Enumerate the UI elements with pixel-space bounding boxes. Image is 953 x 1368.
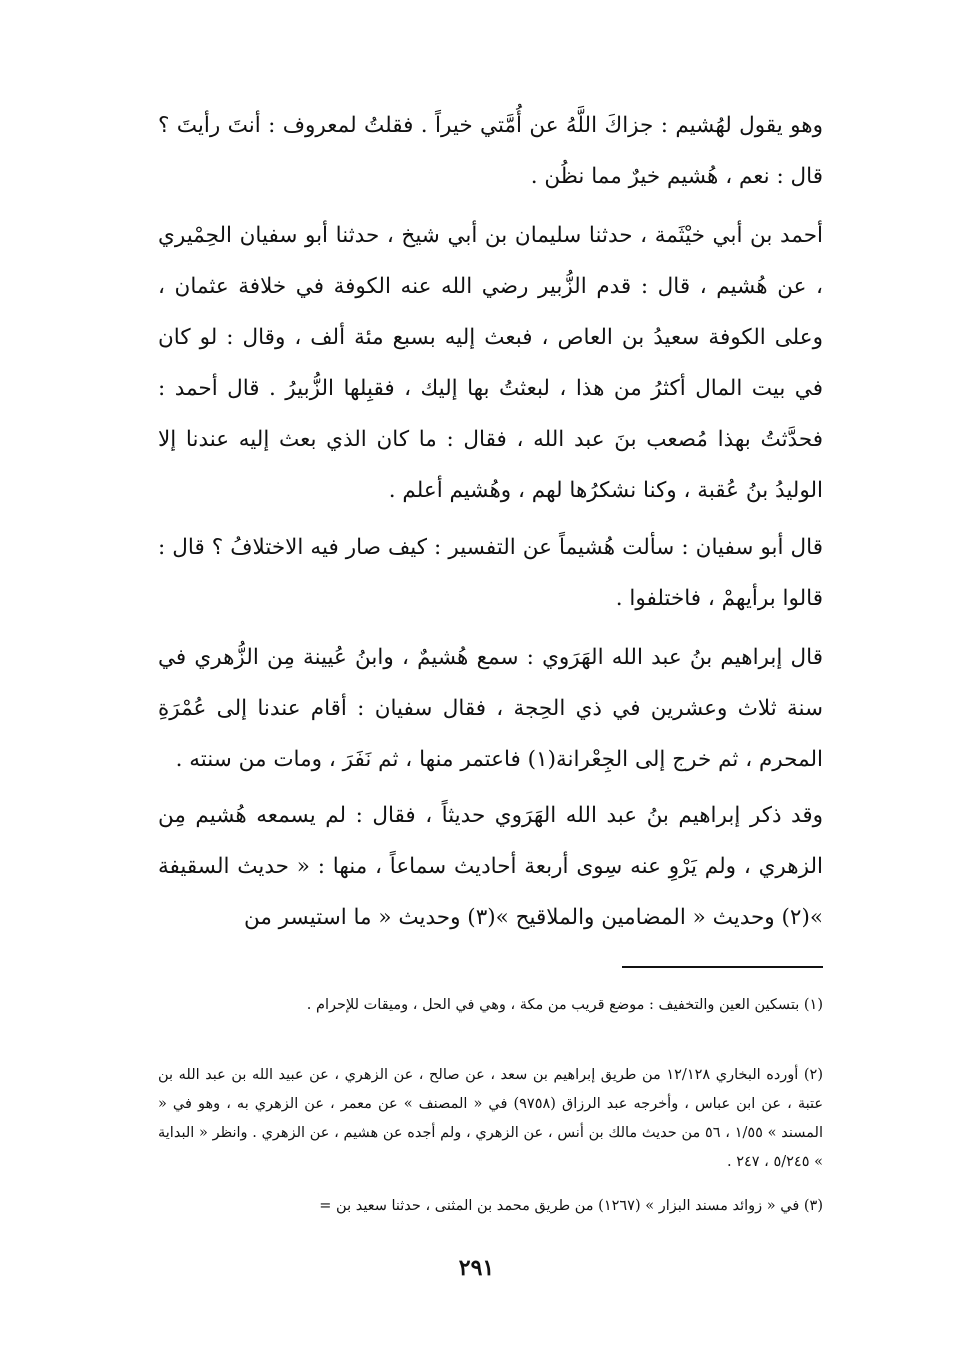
footnote-text: (٢) أورده البخاري ١٢/١٢٨ من طريق إبراهيم بن سعد ، عن صالح ، عن الزهري ، عن عبيد الله بن عبد الله بن عتبة ، عن ابن عباس ، وأخرجه عبد الرزاق (٩٧٥٨) في « المصنف » عن معمر ، عن الزهري به ، وهو في « المسند » ١/٥٥ ، ٥٦ من حديث مالك بن أنس ، عن الزهري ، ولم أجده عن هشيم ، عن الزهري . وانظر « البداية » ٥/٢٤٥ ، ٢٤٧ . xyxy=(158,1067,824,1170)
paragraph xyxy=(158,210,823,516)
page-number: ٢٩١ xyxy=(458,1255,495,1281)
paragraph-text: أحمد بن أبي خيْثَمة ، حدثنا سليمان بن أبي شيخ ، حدثنا أبو سفيان الحِمْيري ، عن هُشيم ، قال : قدم الزُّبير رضي الله عنه الكوفة في خلافة عثمان ، وعلى الكوفة سعيدُ بن العاص ، فبعث إليه بسبع مئة ألف ، وقال : لو كان في بيت المال أكثرُ من هذا ، لبعثتُ بها إليك ، فقبِلها الزُّبيرُ . قال أحمد : فحدَّثتُ بهذا مُصعب بنَ عبد الله ، فقال : ما كان الذي بعث إليه عندنا إلا الوليدُ بنُ عُقبة ، وكنا نشكرُها لهم ، وهُشيم أعلم . xyxy=(158,223,823,503)
paragraph xyxy=(158,100,823,202)
paragraph-text: قال إبراهيم بنُ عبد الله الهَرَوي : سمع هُشيمٌ ، وابنُ عُيينة مِن الزُّهري في سنة ثلاث وعشرين في ذي الحِجة ، فقال سفيان : أقام عندنا إلى عُمْرَةِ المحرم ، ثم خرج إلى الجِعْرانة(١) فاعتمر منها ، ثم نَفَرَ ، ومات من سنته . xyxy=(158,645,823,772)
footnote-text: (٣) في « زوائد مسند البزار » (١٢٦٧) من طريق محمد بن المثنى ، حدثنا سعيد بن = xyxy=(319,1198,823,1214)
paragraph-text: وهو يقول لهُشيم : جزاكَ اللَّهُ عن أُمَّتي خيراً . فقلتُ لمعروف : أنتَ رأيتَ ؟ قال : نعم ، هُشيم خيرٌ مما نظُن . xyxy=(158,113,823,189)
footnote-text: (١) بتسكين العين والتخفيف : موضع قريب من مكة ، وهي في الحل ، وميقات للإحرام . xyxy=(306,997,823,1013)
paragraph xyxy=(158,790,823,943)
footnote xyxy=(158,1061,823,1177)
footnote xyxy=(158,1192,823,1221)
paragraph-text: وقد ذكر إبراهيم بنُ عبد الله الهَرَوي حديثاً ، فقال : لم يسمعه هُشيم مِن الزهري ، ولم يَرْوِ عنه سِوى أربعة أحاديث سماعاً ، منها : « حديث السقيفة »(٢) وحديث « المضامين والملاقيح »(٣) وحديث « ما استيسر من xyxy=(158,803,823,930)
paragraph-text: قال أبو سفيان : سألت هُشيماً عن التفسير : كيف صار فيه الاختلافُ ؟ قال : قالوا برأيهمْ ، فاختلفوا . xyxy=(158,535,823,611)
footnote-divider xyxy=(622,966,823,968)
footnote xyxy=(158,991,823,1020)
paragraph xyxy=(158,632,823,785)
paragraph xyxy=(158,522,823,624)
